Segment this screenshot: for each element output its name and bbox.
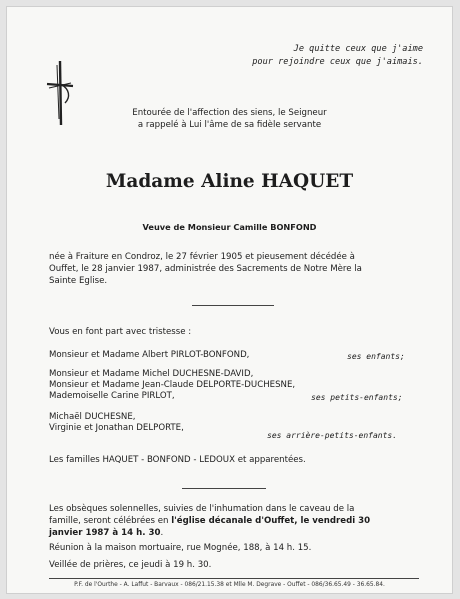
- meeting-line: Réunion à la maison mortuaire, rue Mognée, 188, à 14 h. 15.: [49, 543, 312, 553]
- great-grandchildren-label: ses arrière-petits-enfants.: [267, 431, 398, 440]
- church-date: l'église décanale d'Ouffet, le vendredi 30: [171, 516, 371, 526]
- grandchildren-line-3: Mademoiselle Carine PIRLOT,: [49, 391, 175, 401]
- footer-text: P.F. de l'Ourthe - A. Laffut - Barvaux - 086/21.15.38 et Mlle M. Degrave - Ouffet - 086/36.65.49 - 36.65.84.: [74, 582, 385, 588]
- divider-2: [182, 488, 266, 489]
- death-notice-card: [6, 6, 453, 594]
- intro-line-1: Entourée de l'affection des siens, le Seigneur: [132, 108, 327, 118]
- epigraph-line-1: Je quitte ceux que j'aime: [293, 44, 423, 54]
- footer-rule: [49, 578, 419, 579]
- children-line-1: Monsieur et Madame Albert PIRLOT-BONFOND,: [49, 350, 250, 360]
- epigraph-line-2: pour rejoindre ceux que j'aimais.: [252, 57, 423, 67]
- deceased-name: Madame Aline HAQUET: [105, 171, 354, 192]
- great-grandchildren-line-2: Virginie et Jonathan DELPORTE,: [49, 423, 184, 433]
- widow-of: Veuve de Monsieur Camille BONFOND: [142, 222, 317, 232]
- grandchildren-line-1: Monsieur et Madame Michel DUCHESNE-DAVID,: [49, 369, 254, 379]
- families-line: Les familles HAQUET - BONFOND - LEDOUX et apparentées.: [49, 455, 306, 465]
- funeral-line-3: janvier 1987 à 14 h. 30.: [49, 528, 164, 538]
- great-grandchildren-line-1: Michaël DUCHESNE,: [49, 412, 136, 422]
- funeral-line-1: Les obsèques solennelles, suivies de l'inhumation dans le caveau de la: [49, 504, 355, 514]
- intro-line-2: a rappelé à Lui l'âme de sa fidèle servante: [137, 120, 322, 130]
- children-label: ses enfants;: [347, 352, 405, 361]
- birth-death-line-2: Ouffet, le 28 janvier 1987, administrée des Sacrements de Notre Mère la: [49, 264, 362, 274]
- divider-1: [192, 305, 274, 306]
- vigil-line: Veillée de prières, ce jeudi à 19 h. 30.: [49, 560, 212, 570]
- grandchildren-label: ses petits-enfants;: [311, 393, 403, 402]
- announcement: Vous en font part avec tristesse :: [49, 327, 192, 337]
- funeral-line-2: famille, seront célébrées en l'église décanale d'Ouffet, le vendredi 30: [49, 516, 371, 526]
- birth-death-line-1: née à Fraiture en Condroz, le 27 février 1905 et pieusement décédée à: [49, 252, 355, 262]
- birth-death-line-3: Sainte Eglise.: [49, 276, 108, 286]
- grandchildren-line-2: Monsieur et Madame Jean-Claude DELPORTE-DUCHESNE,: [49, 380, 296, 390]
- funeral-time: janvier 1987 à 14 h. 30: [49, 528, 161, 538]
